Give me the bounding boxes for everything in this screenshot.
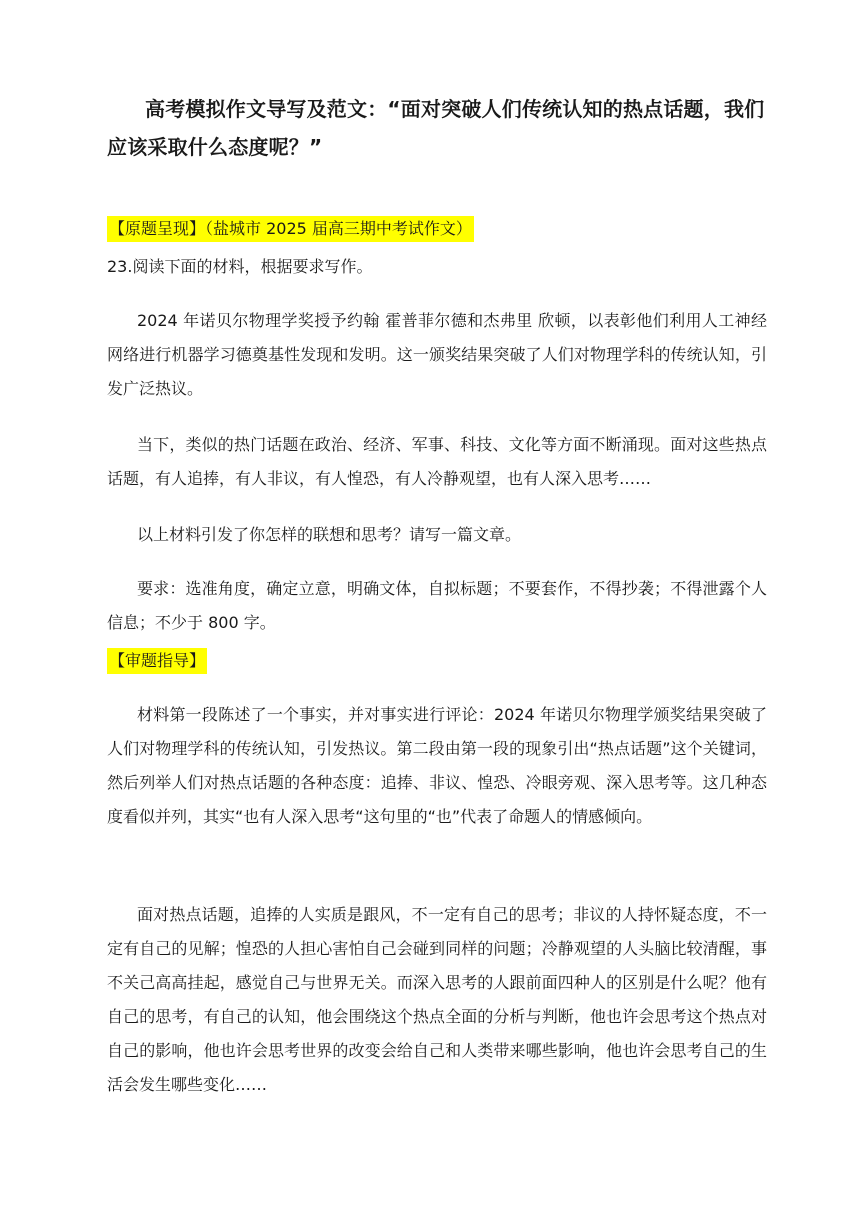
material-paragraph-3: 以上材料引发了你怎样的联想和思考？请写一篇文章。 bbox=[137, 525, 522, 544]
document-title: 高考模拟作文导写及范文：“面对突破人们传统认知的热点话题，我们应该采取什么态度呢？” bbox=[107, 97, 765, 159]
question-intro: 23.阅读下面的材料，根据要求写作。 bbox=[107, 257, 373, 276]
original-question-label: 【原题呈现】（盐城市 2025 届高三期中考试作文） bbox=[107, 216, 474, 242]
material-paragraph-1: 2024 年诺贝尔物理学奖授予约翰 霍普菲尔德和杰弗里 欣顿，以表彰他们利用人工神经网络进行机器学习德奠基性发现和发明。这一颁奖结果突破了人们对物理学科的传统认知，引发广泛热议。 bbox=[107, 311, 767, 398]
original-question-source: （盐城市 2025 届高三期中考试作文） bbox=[205, 219, 472, 238]
guidance-paragraph-2: 面对热点话题，追捧的人实质是跟风，不一定有自己的思考；非议的人持怀疑态度，不一定有自己的见解；惶恐的人担心害怕自己会碰到同样的问题；冷静观望的人头脑比较清醒，事不关己高高挂起，感觉自己与世界无关。而深入思考的人跟前面四种人的区别是什么呢？他有自己的思考，有自己的认知，他会围绕这个热点全面的分析与判断，他也许会思考这个热点对自己的影响，他也许会思考世界的改变会给自己和人类带来哪些影响，他也许会思考自己的生活会发生哪些变化…… bbox=[107, 905, 767, 1094]
requirements-paragraph: 要求：选准角度，确定立意，明确文体，自拟标题；不要套作，不得抄袭；不得泄露个人信息；不少于 800 字。 bbox=[107, 579, 767, 632]
guidance-paragraph-1: 材料第一段陈述了一个事实，并对事实进行评论：2024 年诺贝尔物理学颁奖结果突破了人们对物理学科的传统认知，引发热议。第二段由第一段的现象引出“热点话题”这个关键词，然后列举人们对热点话题的各种态度：追捧、非议、惶恐、冷眼旁观、深入思考等。这几种态度看似并列，其实“也有人深入思考“这句里的“也”代表了命题人的情感倾向。 bbox=[107, 705, 767, 826]
guidance-label: 【审题指导】 bbox=[107, 648, 207, 674]
original-question-heading bbox=[107, 216, 474, 242]
material-paragraph-2: 当下，类似的热门话题在政治、经济、军事、科技、文化等方面不断涌现。面对这些热点话题，有人追捧，有人非议，有人惶恐，有人冷静观望，也有人深入思考…… bbox=[107, 435, 767, 488]
guidance-heading bbox=[107, 648, 207, 674]
